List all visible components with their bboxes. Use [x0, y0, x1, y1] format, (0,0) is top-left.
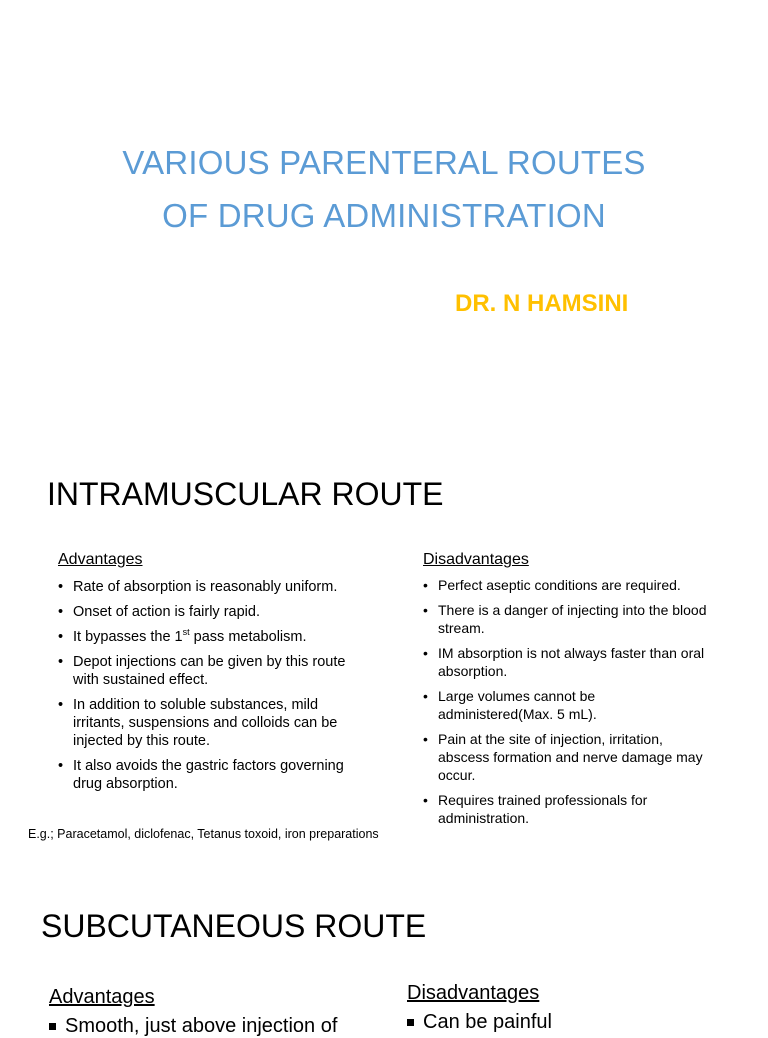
list-item: [58, 628, 348, 646]
list-item: • Requires trained professionals for administration.: [423, 791, 713, 827]
disadvantages-list: [423, 576, 713, 834]
list-item: • Pain at the site of injection, irritation, abscess formation and nerve damage may occur.: [423, 730, 713, 784]
list-item: Can be painful: [407, 1010, 552, 1034]
title-line-1: VARIOUS PARENTERAL ROUTES: [122, 144, 646, 181]
superscript: st: [182, 627, 190, 638]
list-item: • Large volumes cannot be administered(Max. 5 mL).: [423, 687, 713, 723]
disadvantages-list: [407, 1010, 552, 1034]
list-item: Smooth, just above injection of: [49, 1014, 337, 1038]
list-item-text: It bypasses the 1: [73, 629, 183, 645]
list-item: • Perfect aseptic conditions are required.: [423, 576, 713, 594]
list-item-text: pass metabolism.: [189, 629, 307, 645]
advantages-heading: Advantages: [58, 551, 143, 568]
advantages-heading: Advantages: [49, 986, 155, 1008]
disadvantages-heading: Disadvantages: [407, 982, 540, 1004]
list-item: • Rate of absorption is reasonably uniform.: [58, 578, 348, 596]
title-slide: [0, 0, 768, 430]
subcutaneous-slide: [0, 862, 768, 1037]
list-item: • Onset of action is fairly rapid.: [58, 603, 348, 621]
list-item: • Depot injections can be given by this route with sustained effect.: [58, 653, 348, 689]
author-name: DR. N HAMSINI: [455, 290, 629, 317]
advantages-list: [49, 1014, 337, 1038]
disadvantages-heading: Disadvantages: [423, 551, 529, 568]
intramuscular-slide: [0, 430, 768, 862]
list-item: • It also avoids the gastric factors governing drug absorption.: [58, 757, 348, 793]
slide-title: INTRAMUSCULAR ROUTE: [47, 476, 444, 512]
list-item: • In addition to soluble substances, mild irritants, suspensions and colloids can be injected by this route.: [58, 696, 348, 750]
presentation-title: [0, 136, 768, 242]
list-item: • There is a danger of injecting into the blood stream.: [423, 601, 713, 637]
advantages-list: [58, 578, 348, 800]
title-line-2: OF DRUG ADMINISTRATION: [162, 197, 606, 234]
slide-title: SUBCUTANEOUS ROUTE: [41, 908, 427, 944]
example-text: E.g.; Paracetamol, diclofenac, Tetanus toxoid, iron preparations: [28, 827, 379, 841]
list-item: • IM absorption is not always faster than oral absorption.: [423, 644, 713, 680]
